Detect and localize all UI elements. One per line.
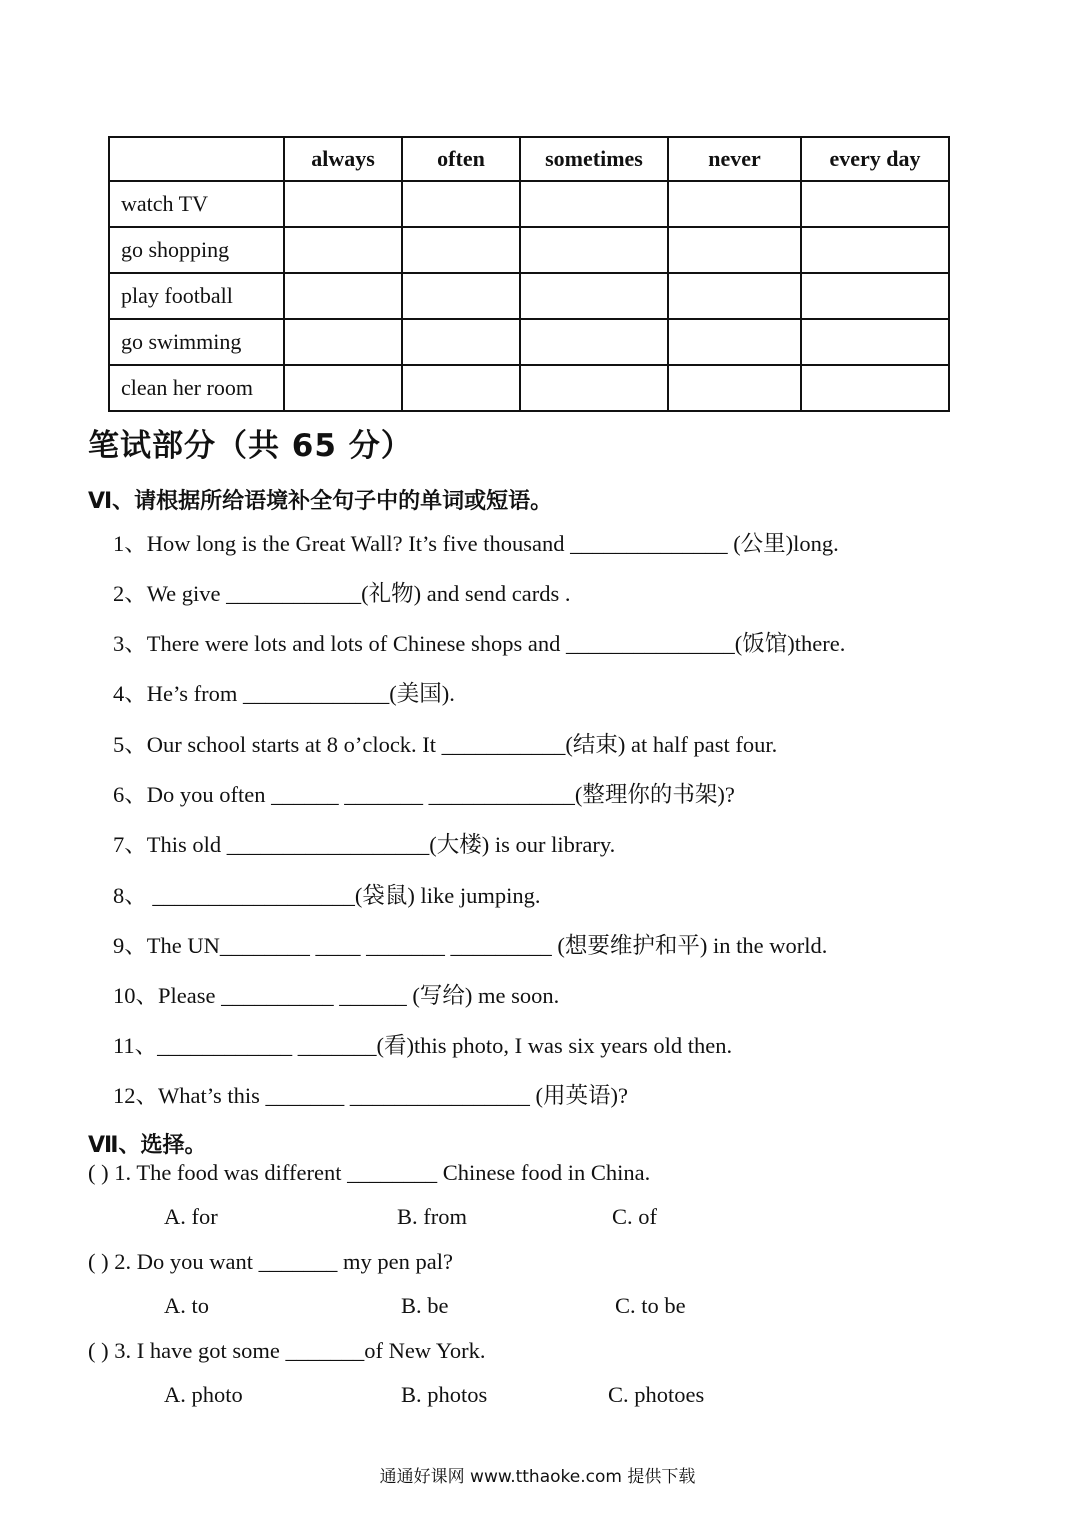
table-header-row — [109, 137, 949, 181]
row-label: clean her room — [109, 365, 284, 411]
part7-title: Ⅶ、选择。 — [88, 1133, 207, 1158]
table-cell — [520, 319, 668, 365]
table-cell — [801, 273, 949, 319]
table-cell — [402, 227, 520, 273]
header-cell-never: never — [668, 137, 801, 181]
fill-in-item: 12、What’s this _______ ________________ (用英语)? — [113, 1083, 628, 1108]
fill-in-item: 6、Do you often ______ _______ _____________(整理你的书架)? — [113, 782, 735, 807]
table-cell — [402, 181, 520, 227]
table-cell — [668, 319, 801, 365]
table-cell — [520, 181, 668, 227]
fill-in-item: 7、This old __________________(大楼) is our library. — [113, 832, 616, 857]
table-cell — [284, 227, 402, 273]
table-row — [109, 227, 949, 273]
part6-title: Ⅵ、请根据所给语境补全句子中的单词或短语。 — [88, 489, 553, 514]
option-b: B. from — [397, 1204, 467, 1229]
choice-question: ( ) 2. Do you want _______ my pen pal? — [88, 1249, 453, 1274]
choice-question: ( ) 3. I have got some _______of New York. — [88, 1338, 486, 1363]
table-cell — [402, 273, 520, 319]
table-cell — [520, 227, 668, 273]
table-cell — [668, 365, 801, 411]
option-b: B. be — [401, 1293, 449, 1318]
table-row — [109, 181, 949, 227]
fill-in-item: 5、Our school starts at 8 o’clock. It ___________(结束) at half past four. — [113, 732, 778, 757]
table-row — [109, 319, 949, 365]
fill-in-item: 1、How long is the Great Wall? It’s five thousand ______________ (公里)long. — [113, 531, 839, 556]
table-cell — [402, 365, 520, 411]
table-cell — [801, 319, 949, 365]
table-cell — [520, 365, 668, 411]
header-cell-every-day: every day — [801, 137, 949, 181]
table-row — [109, 273, 949, 319]
fill-in-item: 3、There were lots and lots of Chinese shops and _______________(饭馆)there. — [113, 631, 846, 656]
written-section-title: 笔试部分（共 65 分） — [88, 428, 413, 464]
fill-in-item: 8、 __________________(袋鼠) like jumping. — [113, 883, 541, 908]
frequency-table — [108, 136, 950, 412]
table-cell — [801, 181, 949, 227]
fill-in-item: 4、He’s from _____________(美国). — [113, 681, 455, 706]
table-cell — [284, 319, 402, 365]
row-label: go swimming — [109, 319, 284, 365]
header-cell-always: always — [284, 137, 402, 181]
table-cell — [284, 273, 402, 319]
table-row — [109, 365, 949, 411]
option-a: A. photo — [164, 1382, 243, 1407]
table-cell — [801, 365, 949, 411]
table-cell — [668, 273, 801, 319]
fill-in-item: 10、Please __________ ______ (写给) me soon. — [113, 983, 560, 1008]
choice-question: ( ) 1. The food was different ________ Chinese food in China. — [88, 1160, 651, 1185]
option-c: C. photoes — [608, 1382, 705, 1407]
row-label: watch TV — [109, 181, 284, 227]
option-a: A. for — [164, 1204, 218, 1229]
option-a: A. to — [164, 1293, 209, 1318]
table-cell — [668, 181, 801, 227]
option-c: C. to be — [615, 1293, 686, 1318]
header-cell-empty — [109, 137, 284, 181]
row-label: play football — [109, 273, 284, 319]
table-cell — [284, 365, 402, 411]
option-b: B. photos — [401, 1382, 488, 1407]
fill-in-item: 11、____________ _______(看)this photo, I was six years old then. — [113, 1033, 733, 1058]
row-label: go shopping — [109, 227, 284, 273]
header-cell-sometimes: sometimes — [520, 137, 668, 181]
option-c: C. of — [612, 1204, 657, 1229]
fill-in-item: 9、The UN________ ____ _______ _________ (想要维护和平) in the world. — [113, 933, 828, 958]
table-cell — [284, 181, 402, 227]
header-cell-often: often — [402, 137, 520, 181]
table-cell — [520, 273, 668, 319]
table-cell — [668, 227, 801, 273]
table-cell — [402, 319, 520, 365]
page-footer: 通通好课网 www.tthaoke.com 提供下载 — [379, 1467, 696, 1487]
fill-in-item: 2、We give ____________(礼物) and send cards . — [113, 581, 571, 606]
table-cell — [801, 227, 949, 273]
